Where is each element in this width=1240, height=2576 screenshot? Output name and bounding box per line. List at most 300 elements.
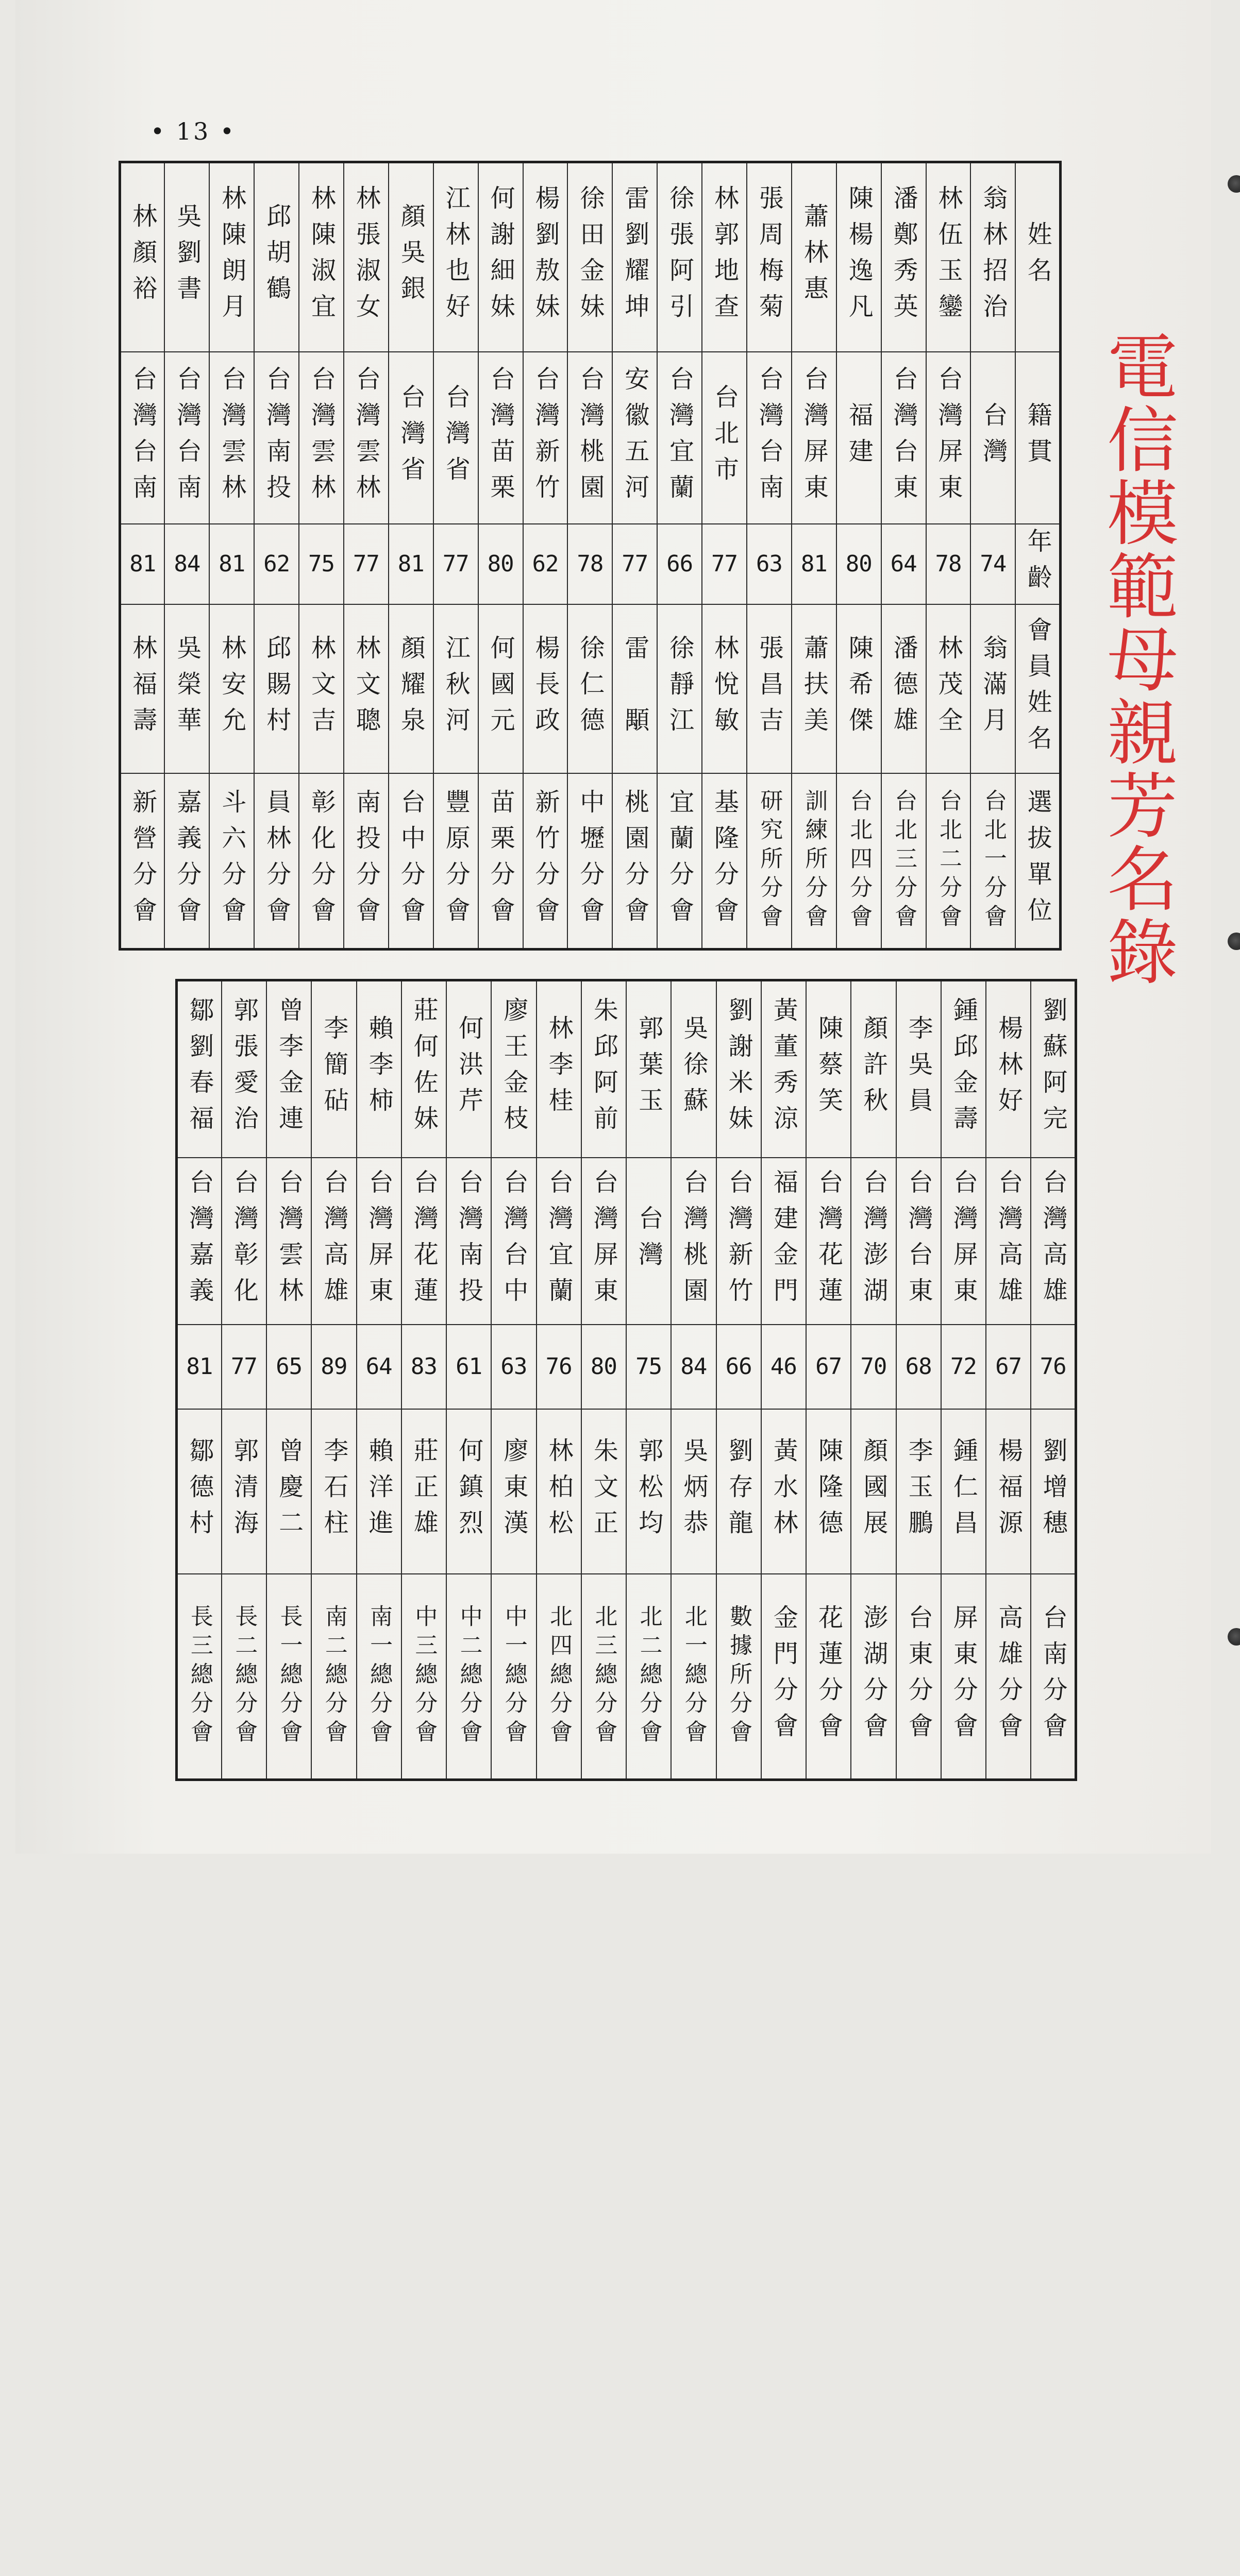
selection-unit-cell (446, 1574, 491, 1780)
mothers-table-2 (175, 979, 1077, 1781)
native-place-cell (626, 1158, 671, 1325)
selection-unit-cell-text: 北四總分會 (546, 1604, 573, 1749)
age-cell (702, 524, 747, 604)
native-place-cell-text: 台灣屏東 (933, 365, 963, 510)
mother-name-cell (491, 980, 536, 1158)
member-name-cell-text: 林文聰 (351, 634, 381, 743)
selection-unit-cell-text: 新竹分會 (530, 788, 560, 933)
selection-unit-cell-text: 台北四分會 (846, 788, 873, 933)
selection-unit-cell-text: 中二總分會 (456, 1604, 482, 1749)
selection-unit-cell-text: 台北三分會 (891, 788, 917, 933)
native-place-cell-text: 台灣 (634, 1205, 663, 1277)
mother-name-cell (702, 162, 747, 352)
mother-name-cell-text: 鄒劉春福 (185, 997, 214, 1142)
age-cell-text: 77 (622, 551, 648, 577)
native-place-cell-text: 台灣彰化 (229, 1168, 259, 1313)
selection-unit-cell (401, 1574, 446, 1780)
member-name-cell (941, 1409, 986, 1574)
header-native-place-text: 籍貫 (1023, 401, 1052, 474)
age-cell (926, 524, 971, 604)
native-place-cell (926, 352, 971, 524)
native-place-cell-text: 台灣雲林 (307, 365, 336, 510)
selection-unit-cell-text: 研究所分會 (756, 788, 783, 933)
selection-unit-cell (567, 773, 612, 950)
age-cell (792, 524, 836, 604)
member-name-cell (537, 1409, 581, 1574)
selection-unit-cell (209, 773, 254, 950)
member-name-cell-text: 林福壽 (128, 634, 157, 743)
page-title: 電信模範母親芳名錄 (1095, 330, 1178, 988)
member-name-cell (896, 1409, 941, 1574)
native-place-cell (523, 352, 568, 524)
native-place-cell-text: 台灣台南 (128, 365, 157, 510)
mother-name-cell-text: 何謝細妹 (486, 185, 515, 330)
selection-unit-cell (299, 773, 344, 950)
selection-unit-cell-text: 台北二分會 (935, 788, 962, 933)
native-place-cell-text: 台灣台南 (755, 365, 784, 510)
member-name-cell (702, 604, 747, 773)
header-member-name (1015, 604, 1060, 773)
age-cell-text: 63 (756, 551, 782, 577)
member-name-cell-text: 曾慶二 (274, 1437, 304, 1546)
mother-name-cell-text: 黃董秀涼 (769, 997, 798, 1142)
selection-unit-cell-text: 北一總分會 (680, 1604, 707, 1749)
selection-unit-cell (491, 1574, 536, 1780)
member-name-cell (716, 1409, 761, 1574)
age-cell-text: 75 (308, 551, 334, 577)
age-cell (806, 1325, 851, 1409)
native-place-cell-text: 福建 (844, 401, 874, 474)
member-name-cell (581, 1409, 626, 1574)
selection-unit-cell-text: 台東分會 (904, 1604, 933, 1749)
native-place-cell-text: 台灣苗栗 (486, 365, 515, 510)
selection-unit-cell (612, 773, 657, 950)
mother-name-cell (792, 162, 836, 352)
mother-name-cell-text: 邱胡鶴 (262, 203, 291, 312)
age-cell (401, 1325, 446, 1409)
member-name-cell (626, 1409, 671, 1574)
age-cell (716, 1325, 761, 1409)
member-name-cell-text: 翁滿月 (978, 634, 1008, 743)
mother-name-cell-text: 廖王金枝 (499, 997, 528, 1142)
age-cell (433, 524, 478, 604)
age-cell (747, 524, 792, 604)
row-age (120, 524, 1061, 604)
selection-unit-cell (941, 1574, 986, 1780)
age-cell-text: 84 (680, 1353, 707, 1380)
native-place-cell (567, 352, 612, 524)
age-cell (446, 1325, 491, 1409)
age-cell (537, 1325, 581, 1409)
mother-name-cell (266, 980, 311, 1158)
native-place-cell (581, 1158, 626, 1325)
mother-name-cell (851, 980, 896, 1158)
selection-unit-cell-text: 金門分會 (769, 1604, 798, 1749)
mother-name-cell (389, 162, 433, 352)
member-name-cell-text: 何國元 (486, 634, 515, 743)
selection-unit-cell-text: 南一總分會 (366, 1604, 393, 1749)
member-name-cell-text: 林文吉 (307, 634, 336, 743)
age-cell (626, 1325, 671, 1409)
mother-name-cell (254, 162, 299, 352)
age-cell (896, 1325, 941, 1409)
member-name-cell (446, 1409, 491, 1574)
native-place-cell-text: 台北市 (710, 383, 739, 492)
selection-unit-cell (266, 1574, 311, 1780)
member-name-cell (523, 604, 568, 773)
age-cell-text: 75 (635, 1353, 662, 1380)
selection-unit-cell-text: 南投分會 (351, 788, 381, 933)
document-page (15, 0, 1211, 1854)
native-place-cell (209, 352, 254, 524)
binding-hole (1228, 175, 1240, 193)
selection-unit-cell (792, 773, 836, 950)
age-cell (357, 1325, 401, 1409)
age-cell-text: 67 (995, 1353, 1022, 1380)
member-name-cell (311, 1409, 356, 1574)
selection-unit-cell (747, 773, 792, 950)
selection-unit-cell-text: 苗栗分會 (486, 788, 515, 933)
age-cell-text: 80 (590, 1353, 617, 1380)
mother-name-cell (881, 162, 926, 352)
member-name-cell-text: 顏耀泉 (396, 634, 426, 743)
member-name-cell (164, 604, 209, 773)
selection-unit-cell (1031, 1574, 1076, 1780)
age-cell (836, 524, 881, 604)
native-place-cell-text: 台灣高雄 (1038, 1168, 1068, 1313)
native-place-cell (671, 1158, 716, 1325)
selection-unit-cell-text: 台北一分會 (980, 788, 1007, 933)
native-place-cell (970, 352, 1015, 524)
mother-name-cell (344, 162, 389, 352)
selection-unit-cell (626, 1574, 671, 1780)
native-place-cell (266, 1158, 311, 1325)
member-name-cell-text: 邱賜村 (262, 634, 291, 743)
mother-name-cell-text: 林伍玉鑾 (933, 185, 963, 330)
mother-name-cell (926, 162, 971, 352)
binding-hole (1228, 1628, 1240, 1646)
age-cell (851, 1325, 896, 1409)
native-place-cell (389, 352, 433, 524)
age-cell-text: 68 (905, 1353, 932, 1380)
age-cell-text: 67 (815, 1353, 842, 1380)
member-name-cell-text: 鍾仁昌 (949, 1437, 978, 1546)
mother-name-cell (209, 162, 254, 352)
native-place-cell-text: 台灣澎湖 (859, 1168, 888, 1313)
selection-unit-cell (120, 773, 165, 950)
age-cell-text: 74 (980, 551, 1007, 577)
native-place-cell (299, 352, 344, 524)
native-place-cell-text: 台灣高雄 (994, 1168, 1023, 1313)
row-native-place (120, 352, 1061, 524)
selection-unit-cell (344, 773, 389, 950)
native-place-cell (761, 1158, 806, 1325)
selection-unit-cell-text: 中三總分會 (411, 1604, 438, 1749)
member-name-cell (344, 604, 389, 773)
age-cell-text: 81 (129, 551, 156, 577)
selection-unit-cell-text: 員林分會 (262, 788, 291, 933)
selection-unit-cell (716, 1574, 761, 1780)
age-cell-text: 77 (230, 1353, 257, 1380)
age-cell-text: 81 (800, 551, 827, 577)
selection-unit-cell-text: 訓練所分會 (801, 788, 828, 933)
age-cell-text: 77 (442, 551, 469, 577)
native-place-cell (311, 1158, 356, 1325)
selection-unit-cell-text: 中壢分會 (575, 788, 605, 933)
member-name-cell-text: 徐仁德 (575, 634, 605, 743)
selection-unit-cell-text: 高雄分會 (994, 1604, 1023, 1749)
mother-name-cell (446, 980, 491, 1158)
native-place-cell (491, 1158, 536, 1325)
age-cell-text: 80 (487, 551, 514, 577)
mother-name-cell-text: 曾李金連 (274, 997, 304, 1142)
selection-unit-cell (657, 773, 702, 950)
native-place-cell-text: 台灣 (978, 401, 1008, 474)
mother-name-cell (311, 980, 356, 1158)
mother-name-cell-text: 雷劉耀坤 (620, 185, 649, 330)
selection-unit-cell (222, 1574, 266, 1780)
selection-unit-cell-text: 台中分會 (396, 788, 426, 933)
native-place-cell (120, 352, 165, 524)
selection-unit-cell-text: 北三總分會 (591, 1604, 617, 1749)
age-cell-text: 76 (1040, 1353, 1066, 1380)
member-name-cell-text: 徐靜江 (665, 634, 694, 743)
age-cell (567, 524, 612, 604)
selection-unit-cell (836, 773, 881, 950)
native-place-cell (446, 1158, 491, 1325)
mother-name-cell-text: 陳蔡笑 (814, 1015, 843, 1124)
mother-name-cell-text: 李吳員 (904, 1015, 933, 1124)
age-cell-text: 64 (365, 1353, 392, 1380)
age-cell-text: 46 (770, 1353, 797, 1380)
age-cell-text: 64 (890, 551, 917, 577)
age-cell-text: 61 (456, 1353, 482, 1380)
native-place-cell (433, 352, 478, 524)
native-place-cell-text: 台灣雲林 (217, 365, 246, 510)
member-name-cell (357, 1409, 401, 1574)
selection-unit-cell (702, 773, 747, 950)
mother-name-cell (581, 980, 626, 1158)
native-place-cell (806, 1158, 851, 1325)
mother-name-cell-text: 林郭地查 (710, 185, 739, 330)
selection-unit-cell-text: 基隆分會 (710, 788, 739, 933)
native-place-cell-text: 台灣屏東 (364, 1168, 394, 1313)
mother-name-cell (941, 980, 986, 1158)
native-place-cell-text: 台灣新竹 (530, 365, 560, 510)
member-name-cell (970, 604, 1015, 773)
member-name-cell (881, 604, 926, 773)
selection-unit-cell (926, 773, 971, 950)
selection-unit-cell (986, 1574, 1031, 1780)
member-name-cell (1031, 1409, 1076, 1574)
age-cell-text: 78 (577, 551, 604, 577)
mothers-table-1 (119, 161, 1062, 951)
selection-unit-cell (177, 1574, 222, 1780)
selection-unit-cell-text: 澎湖分會 (859, 1604, 888, 1749)
selection-unit-cell-text: 屏東分會 (949, 1604, 978, 1749)
age-cell-text: 77 (353, 551, 379, 577)
mother-name-cell-text: 何洪芹 (454, 1015, 483, 1124)
age-cell (941, 1325, 986, 1409)
age-cell-text: 81 (186, 1353, 213, 1380)
header-selection-unit-text: 選拔單位 (1023, 788, 1052, 933)
member-name-cell (222, 1409, 266, 1574)
native-place-cell-text: 台灣花蓮 (409, 1168, 439, 1313)
age-cell (881, 524, 926, 604)
selection-unit-cell-text: 宜蘭分會 (665, 788, 694, 933)
mother-name-cell (401, 980, 446, 1158)
selection-unit-cell-text: 花蓮分會 (814, 1604, 843, 1749)
page-number: • 13 • (150, 117, 237, 145)
mother-name-cell-text: 莊何佐妹 (409, 997, 439, 1142)
member-name-cell (177, 1409, 222, 1574)
native-place-cell-text: 台灣屏東 (589, 1168, 618, 1313)
selection-unit-cell (523, 773, 568, 950)
native-place-cell-text: 台灣宜蘭 (665, 365, 694, 510)
member-name-cell-text: 黃水林 (769, 1437, 798, 1546)
age-cell (612, 524, 657, 604)
row-mother-name (120, 162, 1061, 352)
mother-name-cell-text: 吳劉書 (172, 203, 202, 312)
selection-unit-cell-text: 台南分會 (1038, 1604, 1068, 1749)
member-name-cell-text: 劉增穗 (1038, 1437, 1068, 1546)
selection-unit-cell (537, 1574, 581, 1780)
member-name-cell-text: 李石柱 (319, 1437, 348, 1546)
selection-unit-cell-text: 南二總分會 (321, 1604, 347, 1749)
age-cell (209, 524, 254, 604)
age-cell (581, 1325, 626, 1409)
member-name-cell-text: 陳隆德 (814, 1437, 843, 1546)
native-place-cell (164, 352, 209, 524)
member-name-cell (806, 1409, 851, 1574)
member-name-cell-text: 鄒德村 (185, 1437, 214, 1546)
age-cell (761, 1325, 806, 1409)
native-place-cell (1031, 1158, 1076, 1325)
member-name-cell (299, 604, 344, 773)
age-cell-text: 76 (545, 1353, 572, 1380)
member-name-cell-text: 顏國展 (859, 1437, 888, 1546)
age-cell (671, 1325, 716, 1409)
mother-name-cell (537, 980, 581, 1158)
native-place-cell-text: 台灣南投 (262, 365, 291, 510)
selection-unit-cell (164, 773, 209, 950)
mother-name-cell (612, 162, 657, 352)
mother-name-cell (896, 980, 941, 1158)
mother-name-cell (567, 162, 612, 352)
native-place-cell (357, 1158, 401, 1325)
member-name-cell (836, 604, 881, 773)
mother-name-cell (478, 162, 523, 352)
mother-name-cell (657, 162, 702, 352)
age-cell-text: 80 (845, 551, 872, 577)
mother-name-cell-text: 朱邱阿前 (589, 997, 618, 1142)
native-place-cell (836, 352, 881, 524)
mother-name-cell-text: 顏吳銀 (396, 203, 426, 312)
row-member-name (120, 604, 1061, 773)
member-name-cell-text: 賴洋進 (364, 1437, 394, 1546)
header-age-text: 年齡 (1023, 528, 1052, 600)
native-place-cell-text: 台灣台東 (904, 1168, 933, 1313)
selection-unit-cell (254, 773, 299, 950)
member-name-cell-text: 吳榮華 (172, 634, 202, 743)
mother-name-cell (761, 980, 806, 1158)
mother-name-cell (299, 162, 344, 352)
header-member-name-text: 會員姓名 (1023, 616, 1052, 761)
selection-unit-cell (478, 773, 523, 950)
age-cell-text: 89 (321, 1353, 347, 1380)
member-name-cell-text: 莊正雄 (409, 1437, 439, 1546)
native-place-cell-text: 台灣台東 (889, 365, 918, 510)
member-name-cell-text: 吳炳恭 (679, 1437, 708, 1546)
member-name-cell (612, 604, 657, 773)
native-place-cell (716, 1158, 761, 1325)
member-name-cell-text: 林茂全 (933, 634, 963, 743)
member-name-cell-text: 蕭扶美 (799, 634, 829, 743)
selection-unit-cell-text: 長二總分會 (231, 1604, 258, 1749)
mother-name-cell (164, 162, 209, 352)
member-name-cell-text: 朱文正 (589, 1437, 618, 1546)
selection-unit-cell (389, 773, 433, 950)
member-name-cell-text: 郭松均 (634, 1437, 663, 1546)
selection-unit-cell (970, 773, 1015, 950)
selection-unit-cell-text: 中一總分會 (500, 1604, 527, 1749)
native-place-cell-text: 台灣省 (441, 383, 471, 492)
member-name-cell-text: 林柏松 (544, 1437, 574, 1546)
native-place-cell-text: 台灣台南 (172, 365, 202, 510)
selection-unit-cell-text: 新營分會 (128, 788, 157, 933)
row-native-place (177, 1158, 1076, 1325)
native-place-cell (702, 352, 747, 524)
age-cell (311, 1325, 356, 1409)
age-cell (120, 524, 165, 604)
member-name-cell-text: 潘德雄 (889, 634, 918, 743)
native-place-cell (537, 1158, 581, 1325)
selection-unit-cell-text: 長三總分會 (186, 1604, 213, 1749)
age-cell (478, 524, 523, 604)
mother-name-cell-text: 陳楊逸凡 (844, 185, 874, 330)
member-name-cell-text: 楊福源 (994, 1437, 1023, 1546)
mother-name-cell (836, 162, 881, 352)
native-place-cell (747, 352, 792, 524)
age-cell-text: 81 (397, 551, 424, 577)
selection-unit-cell (851, 1574, 896, 1780)
native-place-cell-text: 台灣屏東 (949, 1168, 978, 1313)
member-name-cell-text: 張昌吉 (755, 634, 784, 743)
member-name-cell-text: 楊長政 (530, 634, 560, 743)
age-cell (177, 1325, 222, 1409)
member-name-cell (209, 604, 254, 773)
age-cell (1031, 1325, 1076, 1409)
age-cell-text: 66 (725, 1353, 752, 1380)
mother-name-cell-text: 郭葉玉 (634, 1015, 663, 1124)
member-name-cell (389, 604, 433, 773)
mother-name-cell-text: 劉謝米妹 (724, 997, 753, 1142)
member-name-cell-text: 雷 顒 (620, 634, 649, 743)
mother-name-cell-text: 潘鄭秀英 (889, 185, 918, 330)
age-cell (523, 524, 568, 604)
mother-name-cell (626, 980, 671, 1158)
native-place-cell-text: 台灣雲林 (274, 1168, 304, 1313)
mother-name-cell (177, 980, 222, 1158)
member-name-cell (851, 1409, 896, 1574)
age-cell-text: 62 (532, 551, 559, 577)
mother-name-cell-text: 徐田金妹 (575, 185, 605, 330)
member-name-cell-text: 陳希傑 (844, 634, 874, 743)
selection-unit-cell (806, 1574, 851, 1780)
binding-hole (1228, 933, 1240, 950)
selection-unit-cell-text: 彰化分會 (307, 788, 336, 933)
age-cell (222, 1325, 266, 1409)
